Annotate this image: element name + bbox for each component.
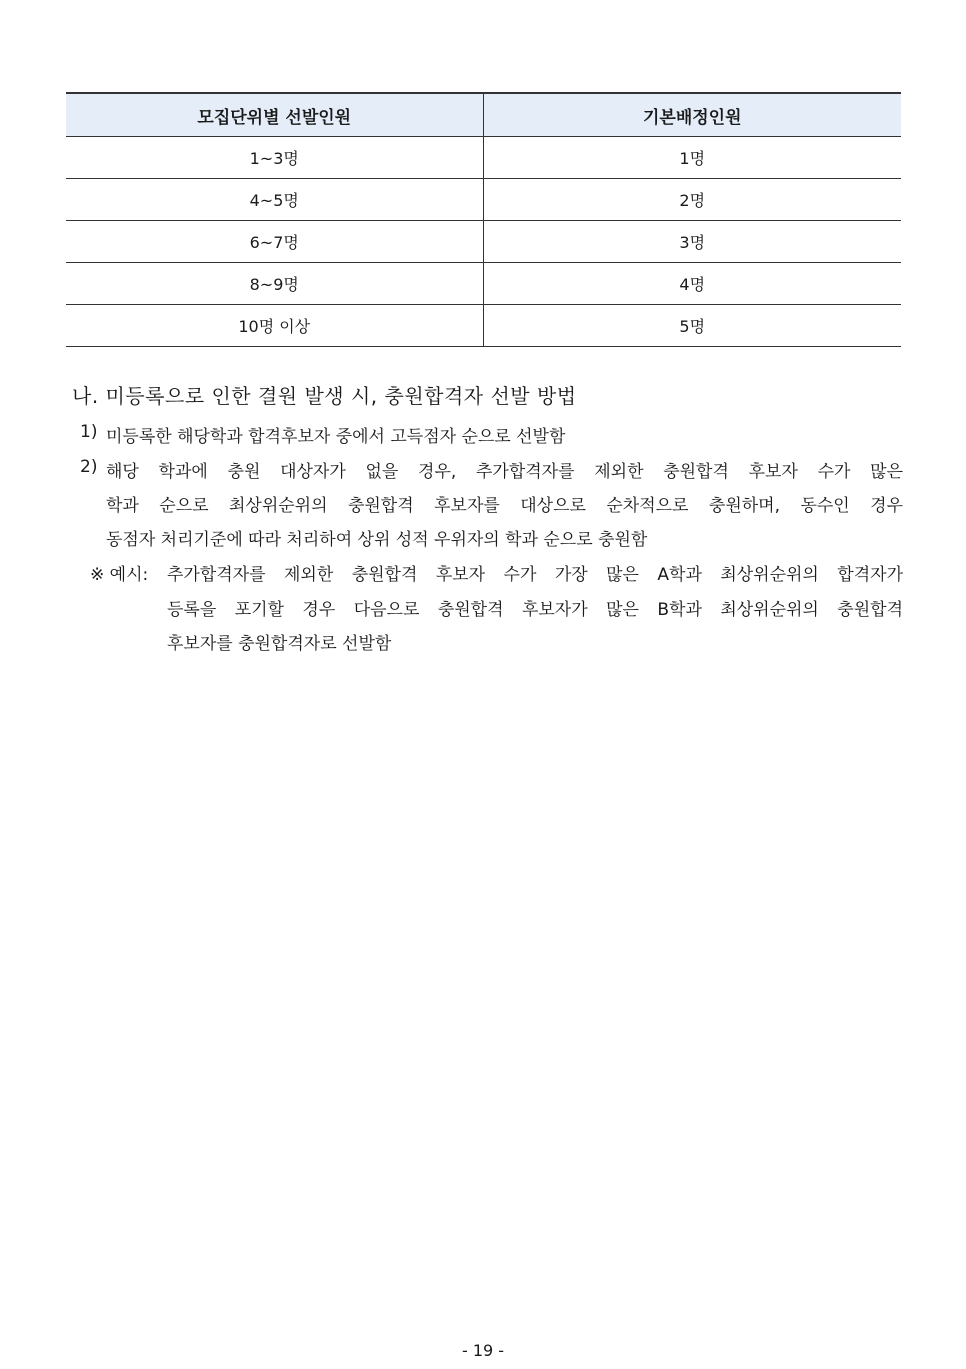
- cell-base-allocation: 1명: [483, 137, 901, 179]
- cell-base-allocation: 2명: [483, 179, 901, 221]
- item1-text: 미등록한 해당학과 합격후보자 중에서 고득점자 순으로 선발함: [106, 427, 566, 447]
- note-mark: ※ 예시:: [90, 565, 149, 585]
- cell-recruit-count: 10명 이상: [66, 305, 483, 347]
- cell-recruit-count: 1~3명: [66, 137, 483, 179]
- item2-line1: 해당 학과에 충원 대상자가 없을 경우, 추가합격자를 제외한 충원합격 후보자 수가 많은: [106, 462, 903, 482]
- cell-base-allocation: 4명: [483, 263, 901, 305]
- note-line3: 후보자를 충원합격자로 선발함: [167, 634, 392, 654]
- table-header-row: [66, 93, 901, 137]
- table-row: [66, 263, 901, 305]
- header-recruit-count: 모집단위별 선발인원: [66, 93, 483, 137]
- cell-base-allocation: 3명: [483, 221, 901, 263]
- table-row: [66, 221, 901, 263]
- header-base-allocation: 기본배정인원: [483, 93, 901, 137]
- item2-line3: 동점자 처리기준에 따라 처리하여 상위 성적 우위자의 학과 순으로 충원함: [106, 530, 648, 550]
- item1-number: 1): [80, 422, 98, 442]
- cell-recruit-count: 6~7명: [66, 221, 483, 263]
- cell-base-allocation: 5명: [483, 305, 901, 347]
- cell-recruit-count: 8~9명: [66, 263, 483, 305]
- cell-recruit-count: 4~5명: [66, 179, 483, 221]
- section-title: 나. 미등록으로 인한 결원 발생 시, 충원합격자 선발 방법: [72, 384, 577, 408]
- item2-number: 2): [80, 457, 98, 477]
- note-line2: 등록을 포기할 경우 다음으로 충원합격 후보자가 많은 B학과 최상위순위의 충원합격: [167, 600, 903, 620]
- table-row: [66, 137, 901, 179]
- allocation-table: [66, 92, 901, 347]
- table-row: [66, 305, 901, 347]
- table-row: [66, 179, 901, 221]
- item2-line2: 학과 순으로 최상위순위의 충원합격 후보자를 대상으로 순차적으로 충원하며, 동수인 경우: [106, 496, 903, 516]
- page-number: - 19 -: [461, 1341, 505, 1360]
- note-line1: 추가합격자를 제외한 충원합격 후보자 수가 가장 많은 A학과 최상위순위의 합격자가: [167, 565, 903, 585]
